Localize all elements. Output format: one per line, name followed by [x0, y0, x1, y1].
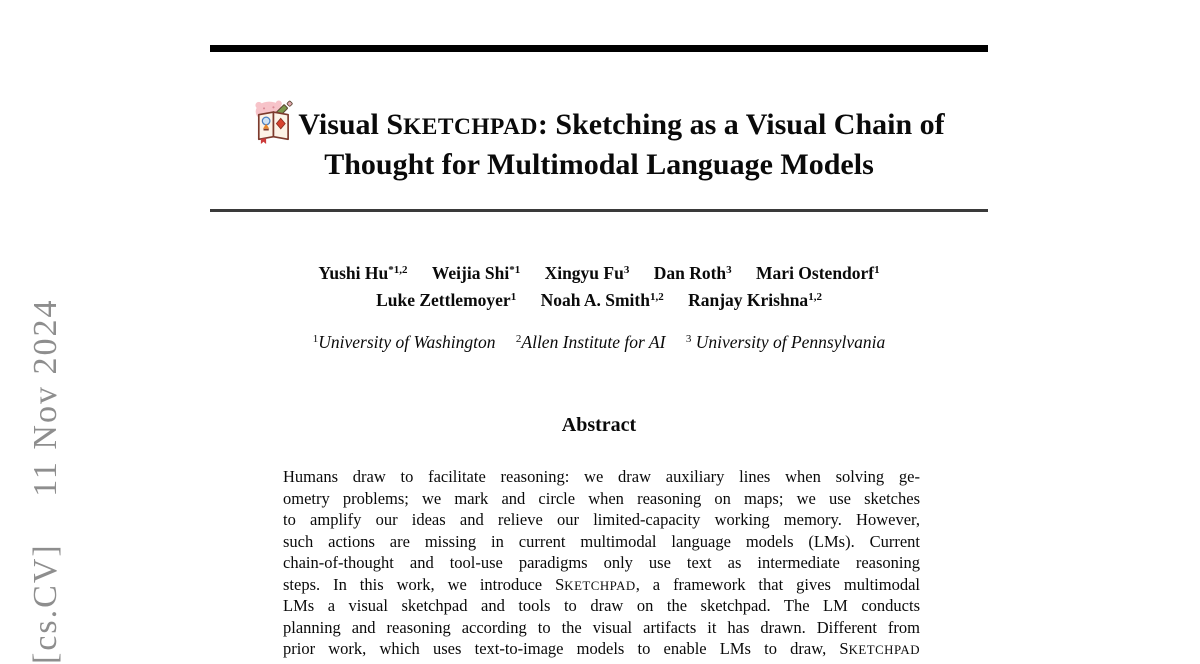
- author-name: Weijia Shi: [432, 263, 509, 283]
- abstract-line: planning and reasoning according to the visual artifacts it has drawn. Different from: [283, 617, 920, 639]
- author: [432, 263, 520, 283]
- author-row-1: [210, 260, 988, 287]
- author-name: Dan Roth: [654, 263, 726, 283]
- author: [318, 263, 407, 283]
- affiliation-list: [210, 330, 988, 354]
- abstract-line: chain-of-thought and tool-use paradigms only use text as intermediate reasoning: [283, 552, 920, 574]
- title-text-line1: Visual SKETCHPAD: Sketching as a Visual Chain of: [298, 108, 944, 141]
- abstract-line: ometry problems; we mark and circle when reasoning on maps; we use sketches: [283, 488, 920, 510]
- affiliation: [686, 332, 885, 352]
- author: [376, 290, 516, 310]
- arxiv-margin-text: [cs.CV] 11 Nov 2024: [27, 299, 65, 664]
- abstract-paragraph: [283, 466, 920, 660]
- author-affil-sup: 3: [726, 264, 732, 276]
- sketchpad-emoji-icon: [253, 100, 296, 144]
- affiliation-name: Allen Institute for AI: [521, 332, 665, 352]
- author-affil-sup: 3: [624, 264, 630, 276]
- author: [654, 263, 732, 283]
- affiliation-sup: 2: [516, 333, 522, 345]
- affiliation: [516, 332, 666, 352]
- author-name: Yushi Hu: [318, 263, 388, 283]
- author: [541, 290, 664, 310]
- author-affil-sup: *1: [509, 264, 520, 276]
- title-line-2: Thought for Multimodal Language Models: [205, 146, 993, 184]
- author-name: Mari Ostendorf: [756, 263, 874, 283]
- author: [688, 290, 822, 310]
- affiliation-sup: 3: [686, 333, 692, 345]
- top-rule: [210, 45, 988, 52]
- author-affil-sup: 1: [874, 264, 880, 276]
- abstract-line: to amplify our ideas and relieve our limited-capacity working memory. However,: [283, 509, 920, 531]
- abstract-line: such actions are missing in current multimodal language models (LMs). Current: [283, 531, 920, 553]
- author-affil-sup: 1,2: [650, 291, 664, 303]
- author-name: Luke Zettlemoyer: [376, 290, 511, 310]
- title-rule: [210, 209, 988, 212]
- author-affil-sup: 1,2: [808, 291, 822, 303]
- abstract-line: steps. In this work, we introduce SKETCHPAD, a framework that gives multimodal: [283, 574, 920, 596]
- open-book: [259, 112, 288, 144]
- author: [756, 263, 880, 283]
- author: [545, 263, 630, 283]
- abstract-line: Humans draw to facilitate reasoning: we draw auxiliary lines when solving ge-: [283, 466, 920, 488]
- affiliation: [313, 332, 496, 352]
- author-name: Xingyu Fu: [545, 263, 624, 283]
- affiliation-sup: 1: [313, 333, 319, 345]
- author-affil-sup: 1: [511, 291, 517, 303]
- author-row-2: [210, 287, 988, 314]
- abstract-heading: Abstract: [210, 414, 988, 437]
- affiliation-name: University of Pennsylvania: [691, 332, 885, 352]
- paper-title: [205, 100, 993, 184]
- abstract-line: LMs a visual sketchpad and tools to draw on the sketchpad. The LM conducts: [283, 595, 920, 617]
- author-affil-sup: *1,2: [388, 264, 407, 276]
- affiliation-name: University of Washington: [318, 332, 495, 352]
- title-line-1: [205, 100, 993, 146]
- author-name: Noah A. Smith: [541, 290, 650, 310]
- abstract-line: prior work, which uses text-to-image models to enable LMs to draw, SKETCHPAD: [283, 638, 920, 660]
- author-name: Ranjay Krishna: [688, 290, 808, 310]
- author-list: [210, 260, 988, 314]
